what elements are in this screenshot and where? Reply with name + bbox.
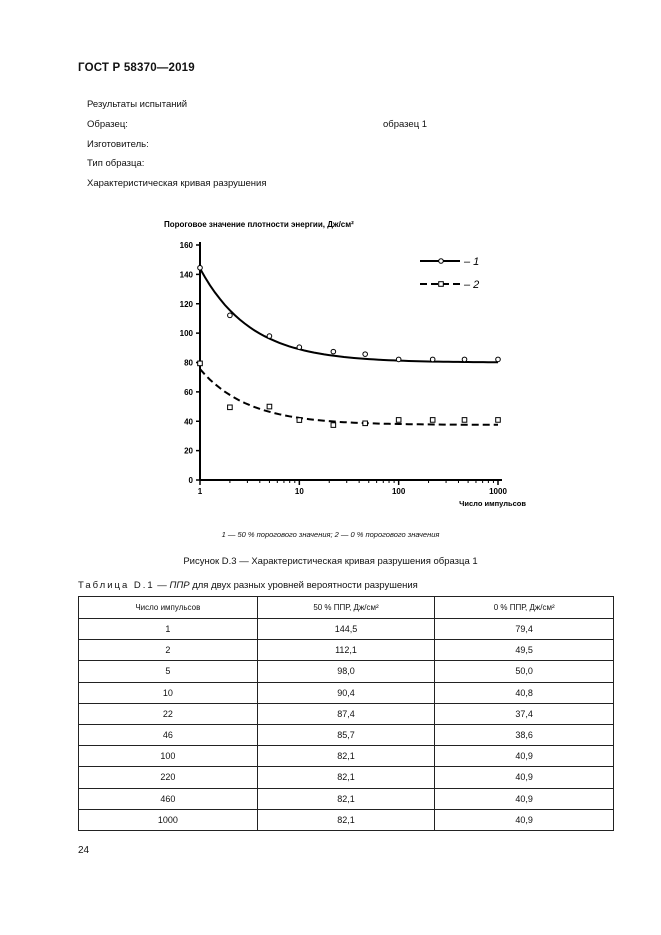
cell-pulses: 22 bbox=[79, 703, 258, 724]
table-row bbox=[79, 703, 614, 724]
x-tick-label: 1 bbox=[197, 487, 203, 496]
chart-note: 1 — 50 % порогового значения; 2 — 0 % порогового значения bbox=[221, 530, 440, 539]
y-tick-label: 140 bbox=[179, 270, 193, 280]
table-row bbox=[79, 724, 614, 745]
legend-marker-2 bbox=[439, 282, 444, 287]
cell-50: 82,1 bbox=[257, 746, 435, 767]
cell-0: 79,4 bbox=[435, 619, 614, 640]
cell-pulses: 1 bbox=[79, 619, 258, 640]
series-2-point bbox=[297, 418, 302, 423]
header-0: 0 % ППР, Дж/см² bbox=[435, 597, 614, 619]
series-2-point bbox=[430, 418, 435, 423]
series-2-point bbox=[198, 361, 203, 366]
table-row bbox=[79, 809, 614, 830]
y-tick-label: 0 bbox=[188, 476, 193, 485]
document-header: ГОСТ Р 58370—2019 bbox=[78, 62, 195, 74]
table-row bbox=[79, 746, 614, 767]
cell-0: 38,6 bbox=[435, 724, 614, 745]
cell-pulses: 460 bbox=[79, 788, 258, 809]
cell-50: 98,0 bbox=[257, 661, 435, 682]
series-1-point bbox=[198, 265, 203, 270]
figure-caption: Рисунок D.3 — Характеристическая кривая разрушения образца 1 bbox=[183, 556, 478, 567]
series-2-point bbox=[496, 418, 501, 423]
series-1-point bbox=[267, 334, 272, 339]
series-2-point bbox=[331, 423, 336, 428]
legend-label-2: – 2 bbox=[464, 279, 480, 291]
series-1-point bbox=[331, 349, 336, 354]
table-row bbox=[79, 767, 614, 788]
table-row bbox=[79, 640, 614, 661]
table-title-rest: для двух разных уровней вероятности разрушения bbox=[192, 580, 418, 591]
y-tick-label: 40 bbox=[184, 417, 193, 427]
y-tick-label: 160 bbox=[179, 241, 193, 250]
legend-marker-1 bbox=[439, 259, 444, 264]
x-tick-label: 100 bbox=[391, 487, 406, 496]
series-1-point bbox=[297, 345, 302, 350]
cell-50: 112,1 bbox=[257, 640, 435, 661]
header-pulses: Число импульсов bbox=[79, 597, 258, 619]
type-label: Тип образца: bbox=[87, 158, 145, 169]
series-1-point bbox=[363, 352, 368, 357]
series-1-fit-line bbox=[200, 269, 498, 363]
cell-pulses: 1000 bbox=[79, 809, 258, 830]
table-row bbox=[79, 788, 614, 809]
y-tick-label: 60 bbox=[184, 387, 193, 397]
cell-pulses: 220 bbox=[79, 767, 258, 788]
series-1-point bbox=[430, 357, 435, 362]
series-1-point bbox=[228, 313, 233, 318]
legend-label-1: – 1 bbox=[464, 256, 480, 268]
cell-0: 49,5 bbox=[435, 640, 614, 661]
cell-0: 40,9 bbox=[435, 809, 614, 830]
series-2-point bbox=[462, 418, 467, 423]
x-tick-label: 10 bbox=[294, 487, 304, 496]
cell-0: 40,9 bbox=[435, 767, 614, 788]
cell-50: 87,4 bbox=[257, 703, 435, 724]
cell-pulses: 100 bbox=[79, 746, 258, 767]
cell-pulses: 46 bbox=[79, 724, 258, 745]
table-header-row bbox=[79, 597, 614, 619]
cell-50: 82,1 bbox=[257, 788, 435, 809]
table-row bbox=[79, 619, 614, 640]
cell-50: 90,4 bbox=[257, 682, 435, 703]
cell-pulses: 2 bbox=[79, 640, 258, 661]
damage-curve-chart bbox=[150, 210, 550, 515]
cell-50: 85,7 bbox=[257, 724, 435, 745]
table-title-prefix: Таблица D.1 bbox=[78, 580, 155, 591]
cell-pulses: 5 bbox=[79, 661, 258, 682]
y-tick-label: 100 bbox=[179, 329, 193, 339]
cell-50: 82,1 bbox=[257, 767, 435, 788]
cell-0: 50,0 bbox=[435, 661, 614, 682]
table-row bbox=[79, 661, 614, 682]
header-50: 50 % ППР, Дж/см² bbox=[257, 597, 435, 619]
sample-label: Образец: bbox=[87, 119, 128, 130]
table-title-ppr: ППР bbox=[169, 580, 190, 591]
y-tick-label: 80 bbox=[184, 358, 193, 368]
maker-label: Изготовитель: bbox=[87, 139, 149, 150]
series-2-fit-line bbox=[200, 369, 498, 425]
curve-label: Характеристическая кривая разрушения bbox=[87, 178, 267, 189]
sample-value: образец 1 bbox=[383, 119, 428, 130]
x-tick-label: 1000 bbox=[489, 487, 507, 496]
series-2-point bbox=[363, 421, 368, 426]
series-2-point bbox=[267, 404, 272, 409]
results-table bbox=[78, 596, 614, 831]
cell-0: 40,9 bbox=[435, 788, 614, 809]
cell-pulses: 10 bbox=[79, 682, 258, 703]
x-axis-label: Число импульсов bbox=[459, 499, 526, 508]
chart-title: Пороговое значение плотности энергии, Дж/см² bbox=[164, 220, 354, 229]
results-title: Результаты испытаний bbox=[87, 99, 188, 110]
y-tick-label: 20 bbox=[184, 446, 193, 456]
page-number: 24 bbox=[78, 845, 90, 856]
cell-0: 40,8 bbox=[435, 682, 614, 703]
y-tick-label: 120 bbox=[179, 299, 193, 309]
series-2-point bbox=[228, 405, 233, 410]
cell-50: 82,1 bbox=[257, 809, 435, 830]
series-2-point bbox=[396, 418, 401, 423]
table-title: Таблица D.1 — ППР для двух разных уровней вероятности разрушения bbox=[78, 580, 418, 591]
cell-0: 37,4 bbox=[435, 703, 614, 724]
series-1-point bbox=[396, 357, 401, 362]
cell-50: 144,5 bbox=[257, 619, 435, 640]
series-1-point bbox=[462, 357, 467, 362]
cell-0: 40,9 bbox=[435, 746, 614, 767]
table-row bbox=[79, 682, 614, 703]
series-1-point bbox=[496, 357, 501, 362]
